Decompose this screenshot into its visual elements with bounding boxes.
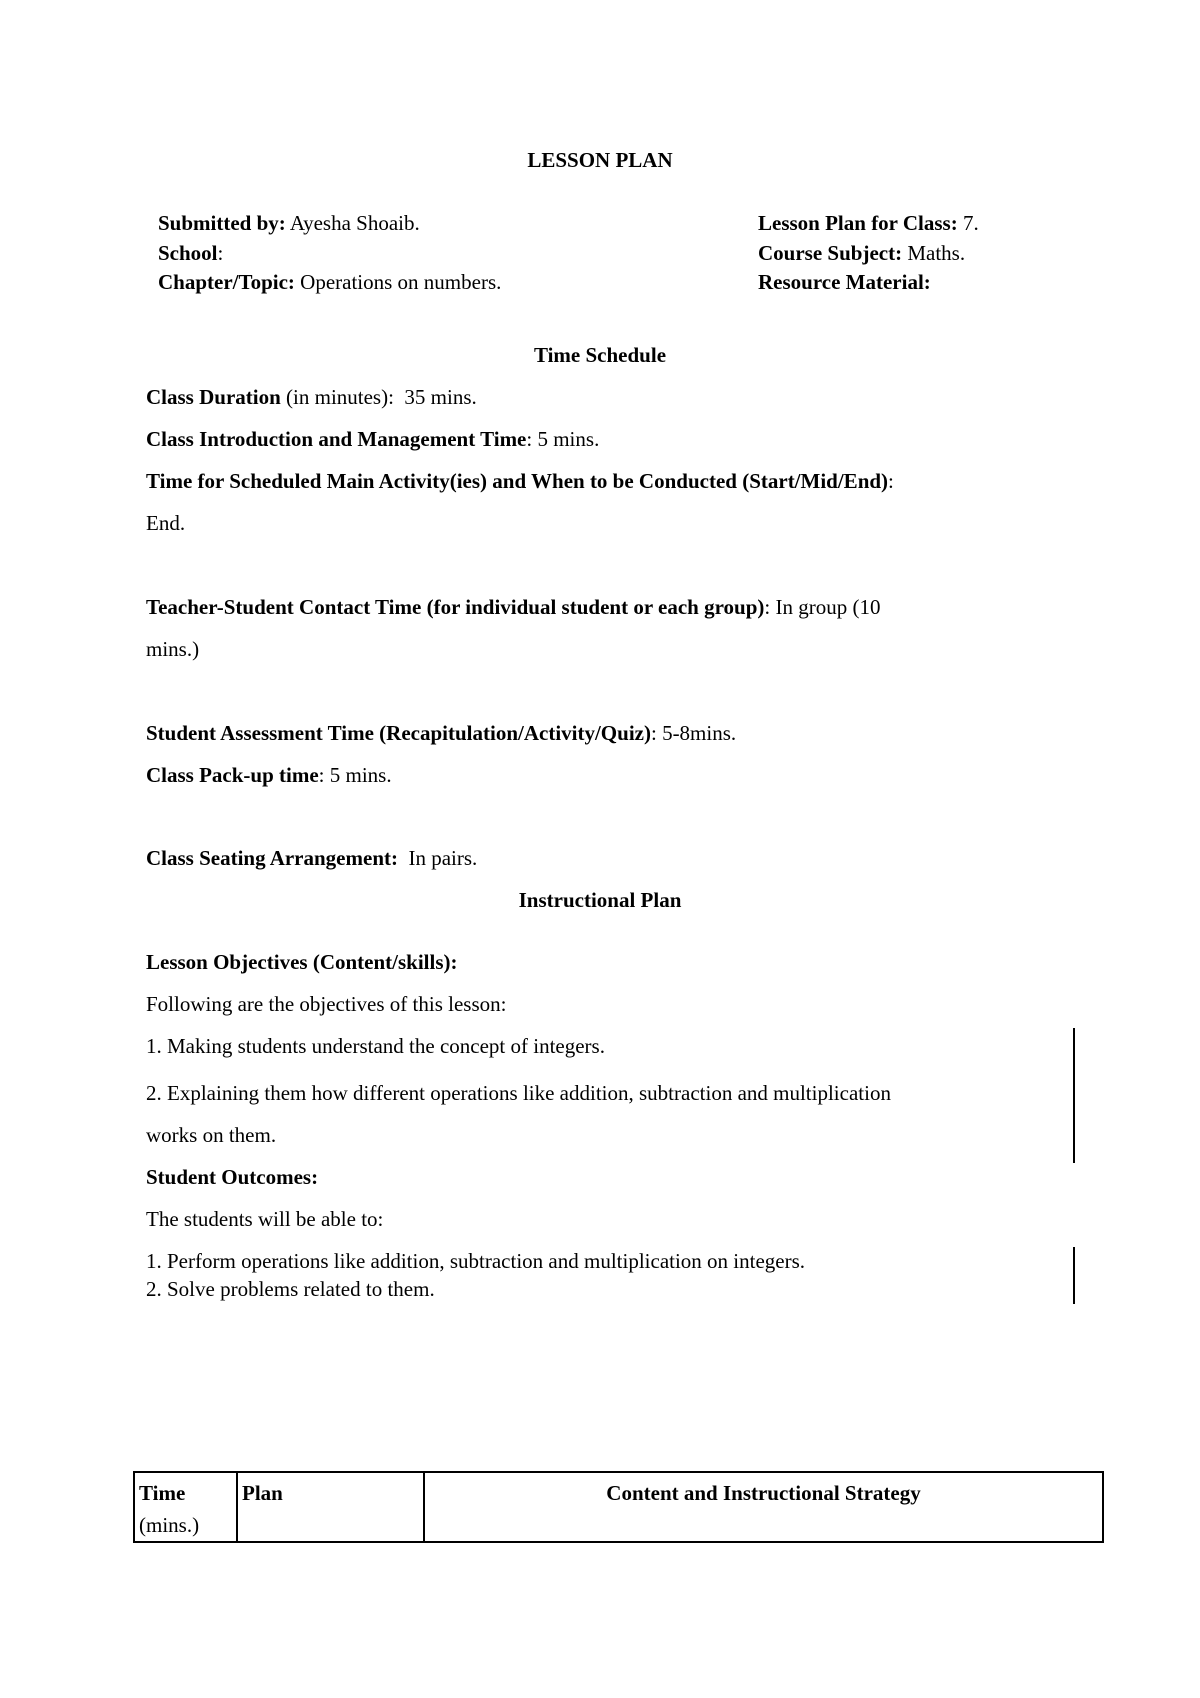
outcome-1: 1. Perform operations like addition, subtraction and multiplication on integers.	[146, 1249, 806, 1273]
school: School:	[158, 241, 224, 265]
plan-table	[133, 1471, 1104, 1543]
objective-2-line-1: 2. Explaining them how different operations like addition, subtraction and multiplication	[146, 1081, 891, 1105]
student-assessment-time: Student Assessment Time (Recapitulation/Activity/Quiz): 5-8mins.	[146, 721, 737, 745]
class-duration: Class Duration (in minutes): 35 mins.	[146, 385, 477, 409]
outcome-2: 2. Solve problems related to them.	[146, 1277, 435, 1301]
chapter-topic: Chapter/Topic: Operations on numbers.	[158, 270, 502, 294]
margin-change-bar	[1073, 1028, 1075, 1163]
class-seating-arrangement: Class Seating Arrangement: In pairs.	[146, 846, 478, 870]
table-header-plan: Plan	[237, 1472, 424, 1542]
lesson-objectives-heading: Lesson Objectives (Content/skills):	[146, 950, 458, 974]
lesson-plan-class: Lesson Plan for Class: 7.	[758, 211, 979, 235]
student-outcomes-heading: Student Outcomes:	[146, 1165, 319, 1189]
main-activity-time: Time for Scheduled Main Activity(ies) and When to be Conducted (Start/Mid/End):	[146, 469, 894, 493]
instructional-plan-heading: Instructional Plan	[518, 888, 682, 912]
table-header-row	[134, 1472, 1103, 1542]
outcomes-intro: The students will be able to:	[146, 1207, 384, 1231]
objectives-intro: Following are the objectives of this lesson:	[146, 992, 507, 1016]
class-packup-time: Class Pack-up time: 5 mins.	[146, 763, 392, 787]
time-schedule-heading: Time Schedule	[533, 343, 667, 367]
submitted-by: Submitted by: Ayesha Shoaib.	[158, 211, 420, 235]
class-introduction-time: Class Introduction and Management Time: 5 mins.	[146, 427, 600, 451]
course-subject: Course Subject: Maths.	[758, 241, 966, 265]
table-header-time: Time (mins.)	[134, 1472, 237, 1542]
resource-material: Resource Material:	[758, 270, 931, 294]
margin-change-bar	[1073, 1247, 1075, 1304]
table-header-content: Content and Instructional Strategy	[424, 1472, 1103, 1542]
teacher-student-contact-time-cont: mins.)	[146, 637, 200, 661]
objective-1: 1. Making students understand the concept of integers.	[146, 1034, 605, 1058]
objective-2-line-2: works on them.	[146, 1123, 277, 1147]
teacher-student-contact-time: Teacher-Student Contact Time (for individual student or each group): In group (10	[146, 595, 881, 619]
page-title: LESSON PLAN	[527, 148, 673, 172]
main-activity-time-cont: End.	[146, 511, 186, 535]
